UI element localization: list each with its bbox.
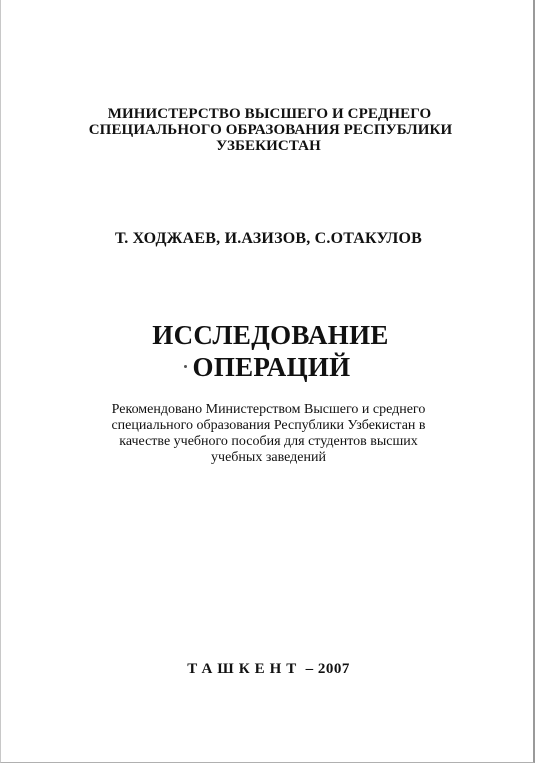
imprint-city: ТАШКЕНТ <box>187 661 302 677</box>
recommendation-line-1: Рекомендовано Министерством Высшего и среднего <box>111 402 426 417</box>
ministry-line-2: СПЕЦИАЛЬНОГО ОБРАЗОВАНИЯ РЕСПУБЛИКИ <box>88 122 453 138</box>
ministry-line-3: УЗБЕКИСТАН <box>216 138 321 154</box>
book-title <box>1 319 535 383</box>
title-line-2: ОПЕРАЦИЙ <box>192 352 351 382</box>
imprint-year: 2007 <box>317 661 350 677</box>
imprint-dash: – <box>305 661 314 677</box>
recommendation-text <box>1 402 535 466</box>
recommendation-line-4: учебных заведений <box>211 450 326 465</box>
ministry-line-1: МИНИСТЕРСТВО ВЫСШЕГО И СРЕДНЕГО <box>107 106 432 122</box>
title-line-2-wrapper <box>7 351 535 383</box>
imprint-line <box>1 660 535 678</box>
stray-dot-mark <box>184 365 187 368</box>
ministry-header <box>1 106 535 154</box>
authors-line: Т. ХОДЖАЕВ, И.АЗИЗОВ, С.ОТАКУЛОВ <box>114 230 423 247</box>
title-line-1: ИССЛЕДОВАНИЕ <box>152 320 389 350</box>
recommendation-line-2: специального образования Республики Узбекистан в <box>111 418 426 433</box>
recommendation-line-3: качестве учебного пособия для студентов высших <box>119 434 418 449</box>
